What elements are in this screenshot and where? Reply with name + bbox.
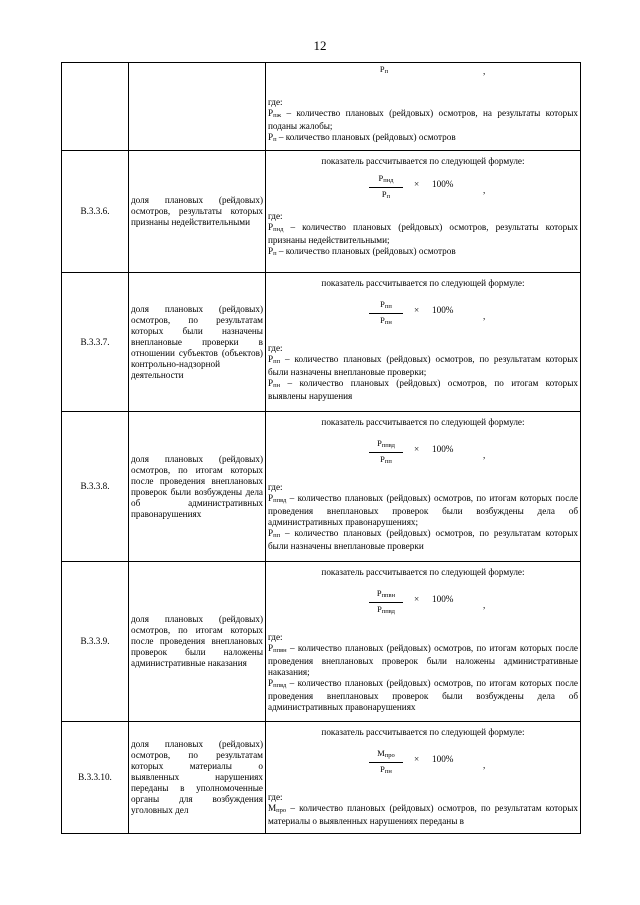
formula-intro: показатель рассчитывается по следующей формуле: bbox=[321, 156, 525, 166]
definitions bbox=[268, 211, 578, 259]
definition: $Р_п$ – количество плановых (рейдовых) осмотров bbox=[268, 246, 456, 257]
formula-intro: показатель рассчитывается по следующей формуле: bbox=[321, 567, 525, 577]
definition: $Р_{ппвн}$ – количество плановых (рейдовых) осмотров, по итогам которых после проведения внеплановых проверок были наложены административные наказания; bbox=[268, 643, 578, 677]
percent-factor: 100% bbox=[432, 754, 454, 764]
where-label: где: bbox=[268, 792, 283, 802]
multiply-sign: × bbox=[414, 594, 420, 604]
fraction-denominator: Рп bbox=[367, 62, 401, 77]
formula-cell bbox=[266, 63, 581, 151]
definition: $М_{про}$ – количество плановых (рейдовых) осмотров, по результатам которых материалы о выявленных нарушениях переданы в bbox=[268, 803, 578, 826]
definition: $Р_{пп}$ – количество плановых (рейдовых) осмотров, по результатам которых были назначены внеплановые проверки; bbox=[268, 354, 578, 377]
formula-cell bbox=[266, 412, 581, 562]
formula-comma: , bbox=[483, 185, 486, 195]
fraction bbox=[369, 173, 403, 202]
code-cell: В.3.3.6. bbox=[62, 151, 129, 273]
where-label: где: bbox=[268, 343, 283, 353]
definition: $Р_{пн}$ – количество плановых (рейдовых) осмотров, по итогам которых выявлены нарушения bbox=[268, 378, 578, 401]
definitions bbox=[268, 482, 578, 552]
percent-factor: 100% bbox=[432, 444, 454, 454]
fraction bbox=[369, 588, 403, 617]
formula-comma: , bbox=[483, 450, 486, 460]
multiply-sign: × bbox=[414, 444, 420, 454]
page-number: 12 bbox=[313, 38, 327, 53]
formula bbox=[268, 173, 578, 205]
fraction-denominator: Рпн bbox=[380, 316, 392, 326]
fraction-numerator: Рпнд bbox=[369, 173, 403, 188]
formula-comma: , bbox=[483, 66, 486, 76]
definition: $Р_{пж}$ – количество плановых (рейдовых) осмотров, на результаты которых поданы жалобы; bbox=[268, 108, 578, 131]
definitions bbox=[268, 792, 578, 827]
table-row bbox=[62, 63, 581, 151]
definitions bbox=[268, 97, 578, 145]
table-row bbox=[62, 151, 581, 273]
formula-comma: , bbox=[483, 311, 486, 321]
code-cell: В.3.3.8. bbox=[62, 412, 129, 562]
name-cell: доля плановых (рейдовых) осмотров, по результатам которых материалы о выявленных нарушениях переданы в уполномоченные органы для возбуждения уголовных дел bbox=[129, 722, 266, 834]
definition: $Р_{ппвд}$ – количество плановых (рейдовых) осмотров, по итогам которых после проведения внеплановых проверок были возбуждены дела об административных правонарушениях; bbox=[268, 493, 578, 527]
formula bbox=[268, 438, 578, 470]
formula-cell bbox=[266, 722, 581, 834]
formula-cell bbox=[266, 151, 581, 273]
multiply-sign: × bbox=[414, 179, 420, 189]
formula bbox=[268, 588, 578, 620]
formula-comma: , bbox=[483, 600, 486, 610]
where-label: где: bbox=[268, 632, 283, 642]
formula bbox=[268, 299, 578, 331]
fraction-denominator: Рп bbox=[381, 190, 391, 200]
multiply-sign: × bbox=[414, 305, 420, 315]
formula-intro: показатель рассчитывается по следующей формуле: bbox=[321, 278, 525, 288]
fraction-denominator: Рпп bbox=[380, 455, 392, 465]
name-cell: доля плановых (рейдовых) осмотров, по итогам которых после проведения внеплановых проверок были наложены административные наказания bbox=[129, 562, 266, 722]
definitions bbox=[268, 632, 578, 713]
where-label: где: bbox=[268, 97, 283, 107]
fraction bbox=[369, 438, 403, 467]
definition: $Р_п$ – количество плановых (рейдовых) осмотров bbox=[268, 132, 456, 143]
definitions bbox=[268, 343, 578, 402]
indicators-table bbox=[61, 62, 581, 834]
fraction bbox=[369, 748, 403, 777]
where-label: где: bbox=[268, 482, 283, 492]
formula-intro: показатель рассчитывается по следующей формуле: bbox=[321, 727, 525, 737]
formula-comma: , bbox=[483, 760, 486, 770]
definition: $Р_{пнд}$ – количество плановых (рейдовых) осмотров, результаты которых признаны недействительными; bbox=[268, 222, 578, 245]
percent-factor: 100% bbox=[432, 179, 454, 189]
fraction-numerator: Рпп bbox=[369, 299, 403, 314]
table-row bbox=[62, 273, 581, 412]
table-row bbox=[62, 562, 581, 722]
fraction-denominator: Рппвд bbox=[377, 605, 395, 615]
code-cell: В.3.3.7. bbox=[62, 273, 129, 412]
percent-factor: 100% bbox=[432, 305, 454, 315]
multiply-sign: × bbox=[414, 754, 420, 764]
name-cell bbox=[129, 63, 266, 151]
percent-factor: 100% bbox=[432, 594, 454, 604]
formula-cell bbox=[266, 562, 581, 722]
fraction-numerator: Мпро bbox=[369, 748, 403, 763]
fraction bbox=[367, 62, 401, 77]
name-cell: доля плановых (рейдовых) осмотров, по итогам которых после проведения внеплановых проверок были возбуждены дела об административных правонарушениях bbox=[129, 412, 266, 562]
code-cell: В.3.3.9. bbox=[62, 562, 129, 722]
name-cell: доля плановых (рейдовых) осмотров, результаты которых признаны недействительными bbox=[129, 151, 266, 273]
name-cell: доля плановых (рейдовых) осмотров, по результатам которых были назначены внеплановые проверки в отношении субъектов (объектов) контрольно-надзорной деятельности bbox=[129, 273, 266, 412]
definition: $Р_{пп}$ – количество плановых (рейдовых) осмотров, по результатам которых были назначены внеплановые проверки bbox=[268, 528, 578, 551]
formula-intro: показатель рассчитывается по следующей формуле: bbox=[321, 417, 525, 427]
fraction-numerator: Рппвн bbox=[369, 588, 403, 603]
code-cell bbox=[62, 63, 129, 151]
where-label: где: bbox=[268, 211, 283, 221]
fraction-denominator: Рпн bbox=[380, 765, 392, 775]
fraction bbox=[369, 299, 403, 328]
formula-cell bbox=[266, 273, 581, 412]
fraction-numerator: Рппвд bbox=[369, 438, 403, 453]
definition: $Р_{ппвд}$ – количество плановых (рейдовых) осмотров, по итогам которых после проведения внеплановых проверок были возбуждены дела об административных правонарушениях bbox=[268, 678, 578, 712]
formula bbox=[268, 748, 578, 780]
code-cell: В.3.3.10. bbox=[62, 722, 129, 834]
table-row bbox=[62, 412, 581, 562]
table-row bbox=[62, 722, 581, 834]
